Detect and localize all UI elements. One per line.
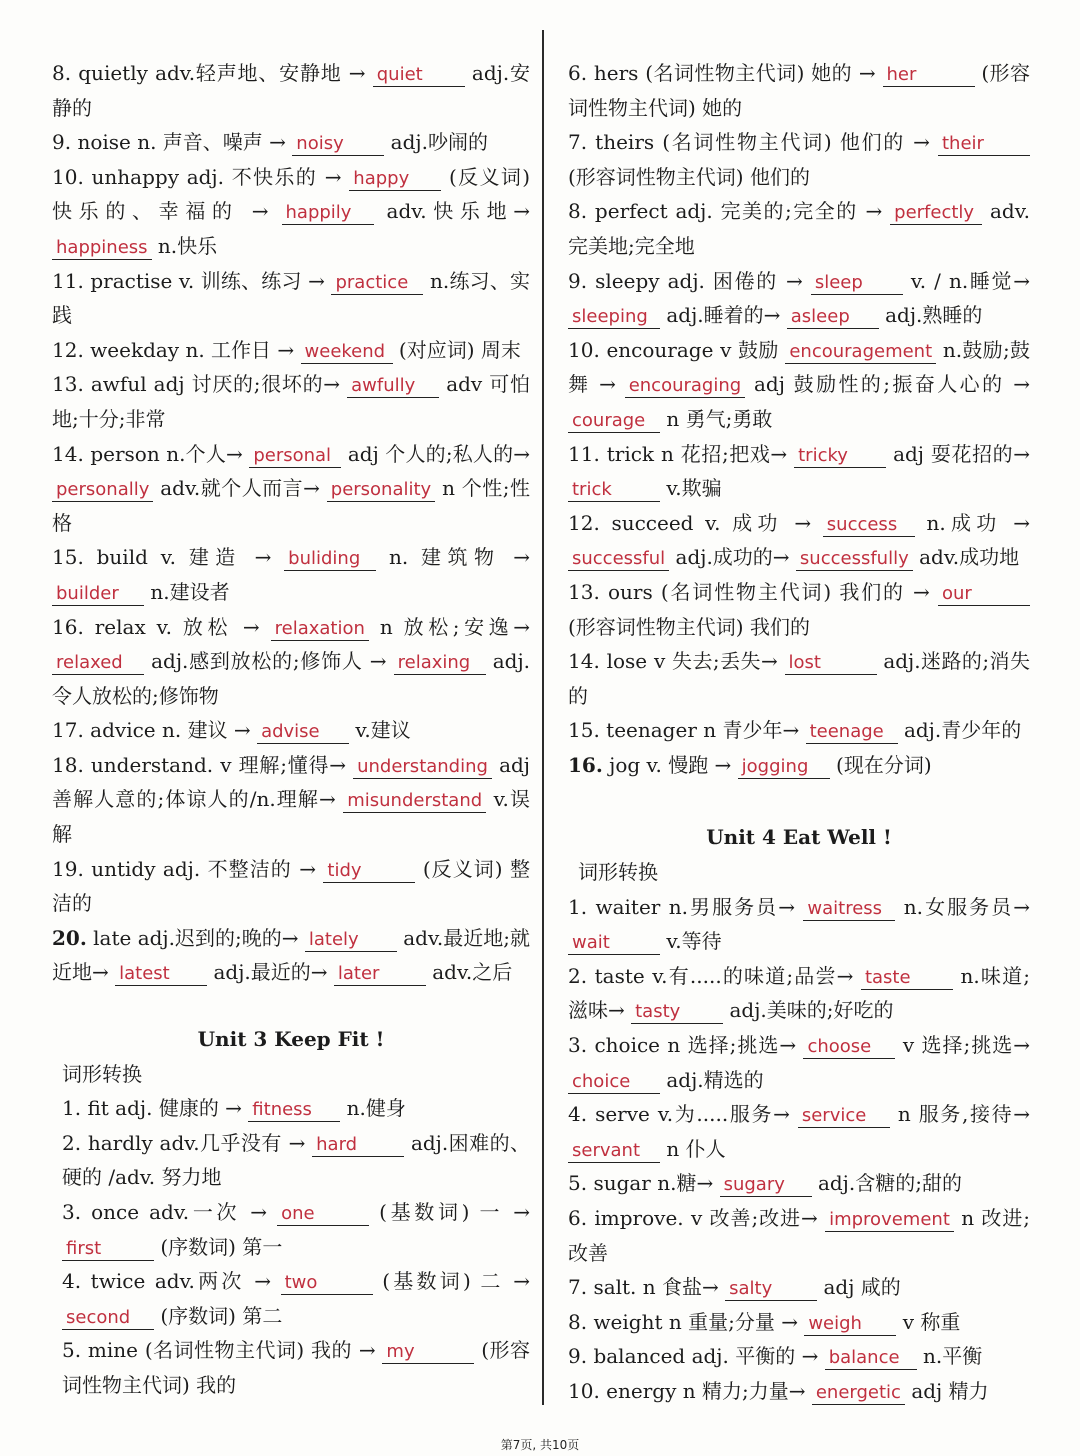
entry-text: adj 咸的 bbox=[823, 1275, 901, 1300]
entry-text: n 服务,接待→ bbox=[897, 1102, 1031, 1127]
unit3-title: Unit 3 Keep Fit ! bbox=[197, 1027, 385, 1052]
vocab-entry bbox=[568, 1305, 1030, 1340]
entry-text: 18. understand. v 理解;懂得→ bbox=[52, 752, 346, 777]
answer-blank: lately bbox=[305, 929, 397, 952]
answer-blank: wait bbox=[568, 932, 660, 955]
entry-text: adv.成功地 bbox=[919, 545, 1020, 570]
answer-blank: courage bbox=[568, 410, 660, 433]
answer-blank: success bbox=[823, 514, 915, 537]
vocab-entry bbox=[568, 506, 1030, 575]
entry-text: adj 精力 bbox=[911, 1378, 989, 1403]
answer-blank: fitness bbox=[248, 1099, 340, 1122]
entry-text: (序数词) 第二 bbox=[160, 1303, 283, 1328]
answer-blank: lost bbox=[785, 652, 877, 675]
entry-text: v. / n.睡觉→ bbox=[910, 268, 1031, 293]
entry-text: adj.迷路的;消失的 bbox=[568, 649, 1030, 708]
entry-text: 11. trick n 花招;把戏→ bbox=[568, 441, 788, 466]
vocab-entry bbox=[52, 852, 530, 921]
entry-text: adj 善解人意的;体谅人的/n.理解→ bbox=[52, 752, 531, 812]
entry-text: 6. improve. v 改善;改进→ bbox=[568, 1206, 818, 1230]
answer-blank: our bbox=[938, 583, 1030, 606]
entry-text: adj.睡着的→ bbox=[666, 303, 781, 328]
entry-text: 13. ours (名词性物主代词) 我们的 → bbox=[568, 579, 930, 604]
unit4-entry-list bbox=[568, 890, 1030, 1409]
vocab-entry bbox=[568, 1166, 1030, 1201]
answer-blank: second bbox=[62, 1307, 154, 1330]
vocab-entry bbox=[62, 1126, 530, 1195]
entry-text: 10. energy n 精力;力量→ bbox=[568, 1378, 806, 1403]
right-entry-list bbox=[568, 56, 1030, 782]
entry-text: (反义词) 整洁的 bbox=[52, 856, 531, 916]
vocab-entry bbox=[568, 1201, 1030, 1270]
entry-text: n.健身 bbox=[346, 1096, 406, 1121]
answer-blank: awfully bbox=[347, 375, 439, 398]
entry-text: adj 耍花招的→ bbox=[893, 441, 1030, 466]
answer-blank: jogging bbox=[738, 756, 830, 779]
vocab-entry bbox=[568, 748, 1030, 783]
entry-text: 14. lose v 失去;丢失→ bbox=[568, 649, 778, 674]
entry-text: 11. practise v. 训练、练习 → bbox=[52, 268, 325, 293]
entry-text: adj.困难的、硬的 /adv. 努力地 bbox=[62, 1130, 531, 1190]
entry-text: 1. fit adj. 健康的 → bbox=[62, 1096, 242, 1121]
answer-blank: sleep bbox=[811, 272, 903, 295]
vocab-entry bbox=[52, 713, 530, 748]
entry-text: n.味道;滋味→ bbox=[568, 963, 1031, 1023]
entry-text: v.欺骗 bbox=[666, 476, 722, 501]
entry-text: jog v. 慢跑 → bbox=[602, 752, 732, 777]
column-divider bbox=[542, 30, 544, 1405]
answer-blank: noisy bbox=[292, 133, 384, 156]
entry-text: n 仆人 bbox=[666, 1136, 726, 1161]
vocab-entry bbox=[568, 1374, 1030, 1409]
unit3-subtitle: 词形转换 bbox=[62, 1061, 142, 1086]
vocab-entry bbox=[52, 160, 530, 264]
vocab-entry bbox=[568, 959, 1030, 1028]
answer-blank: waitress bbox=[803, 898, 895, 921]
entry-text: 2. hardly adv.几乎没有 → bbox=[62, 1130, 306, 1155]
vocab-entry bbox=[52, 437, 530, 541]
answer-blank: quiet bbox=[373, 64, 465, 87]
vocab-entry bbox=[568, 890, 1030, 959]
unit4-title: Unit 4 Eat Well ! bbox=[706, 825, 892, 850]
answer-blank: choose bbox=[803, 1036, 895, 1059]
entry-text: n.练习、实践 bbox=[52, 268, 530, 328]
entry-number: 16. bbox=[568, 752, 603, 777]
answer-blank: weigh bbox=[804, 1313, 896, 1336]
entry-text: 4. serve v.为.....服务→ bbox=[568, 1102, 790, 1127]
answer-blank: practice bbox=[331, 272, 423, 295]
entry-text: adj 鼓励性的;振奋人心的 → bbox=[753, 372, 1030, 397]
vocab-entry bbox=[62, 1333, 530, 1402]
entry-text: 13. awful adj 讨厌的;很坏的→ bbox=[52, 372, 341, 397]
entry-text: (现在分词) bbox=[836, 752, 932, 777]
entry-text: v.误解 bbox=[52, 787, 531, 847]
entry-text: 8. weight n 重量;分量 → bbox=[568, 1309, 798, 1334]
answer-blank: misunderstand bbox=[343, 790, 486, 813]
answer-blank: first bbox=[62, 1238, 154, 1261]
entry-text: adv.最近地;就近地→ bbox=[52, 925, 530, 985]
entry-text: 14. person n.个人→ bbox=[52, 441, 243, 466]
entry-text: 7. theirs (名词性物主代词) 他们的 → bbox=[568, 130, 930, 155]
entry-text: 15. teenager n 青少年→ bbox=[568, 718, 800, 743]
entry-text: adj 个人的;私人的→ bbox=[347, 441, 531, 466]
entry-text: adj.安静的 bbox=[52, 61, 531, 120]
entry-text: 12. weekday n. 工作日 → bbox=[52, 337, 295, 362]
vocab-entry bbox=[568, 125, 1030, 194]
vocab-entry bbox=[62, 1091, 530, 1126]
entry-text: adv.之后 bbox=[432, 960, 513, 985]
entry-text: adv 可怕地;十分;非常 bbox=[52, 372, 530, 431]
answer-blank: trick bbox=[568, 479, 660, 502]
answer-blank: sleeping bbox=[568, 306, 660, 329]
answer-blank: personally bbox=[52, 479, 153, 502]
answer-blank: weekend bbox=[301, 341, 393, 364]
entry-text: adj.美味的;好吃的 bbox=[729, 998, 894, 1023]
vocab-entry bbox=[62, 1264, 530, 1333]
answer-blank: balance bbox=[825, 1347, 917, 1370]
vocab-entry bbox=[52, 540, 530, 609]
entry-text: n.建设者 bbox=[150, 579, 230, 604]
answer-blank: two bbox=[281, 1272, 373, 1295]
answer-blank: successfully bbox=[796, 548, 913, 571]
entry-text: v 称重 bbox=[902, 1309, 961, 1334]
answer-blank: latest bbox=[115, 963, 207, 986]
vocab-entry bbox=[52, 125, 530, 160]
vocab-entry bbox=[52, 264, 530, 333]
vocab-entry bbox=[52, 610, 530, 714]
answer-blank: tricky bbox=[794, 445, 886, 468]
entry-text: 9. noise n. 声音、噪声 → bbox=[52, 130, 286, 155]
entry-text: (序数词) 第一 bbox=[160, 1234, 283, 1259]
vocab-entry bbox=[568, 1028, 1030, 1097]
answer-blank: tidy bbox=[323, 860, 415, 883]
answer-blank: perfectly bbox=[890, 202, 982, 225]
entry-text: n.快乐 bbox=[157, 233, 218, 258]
answer-blank: happy bbox=[349, 168, 441, 191]
answer-blank: my bbox=[382, 1341, 474, 1364]
entry-text: 4. twice adv.两次 → bbox=[62, 1269, 271, 1294]
answer-blank: buliding bbox=[284, 548, 376, 571]
entry-text: v 选择;挑选→ bbox=[902, 1033, 1030, 1058]
answer-blank: her bbox=[883, 64, 975, 87]
vocab-entry bbox=[52, 333, 530, 368]
answer-blank: service bbox=[798, 1105, 890, 1128]
vocab-entry bbox=[52, 367, 530, 436]
entry-text: n 个性;性格 bbox=[52, 476, 530, 535]
entry-text: 10. unhappy adj. 不快乐的 → bbox=[52, 164, 342, 189]
vocab-entry bbox=[568, 437, 1030, 506]
entry-text: late adj.迟到的;晚的→ bbox=[86, 925, 299, 950]
entry-text: (对应词) 周末 bbox=[398, 337, 521, 362]
answer-blank: sugary bbox=[720, 1174, 812, 1197]
entry-text: adv. 完美地;完全地 bbox=[568, 199, 1030, 258]
answer-blank: choice bbox=[568, 1071, 660, 1094]
vocab-entry bbox=[62, 1195, 530, 1264]
entry-text: adj.吵闹的 bbox=[390, 130, 488, 155]
answer-blank: relaxed bbox=[52, 652, 144, 675]
vocab-entry bbox=[568, 194, 1030, 263]
entry-text: n 勇气;勇敢 bbox=[666, 406, 773, 431]
right-column bbox=[568, 56, 1030, 1409]
entry-text: 6. hers (名词性物主代词) 她的 → bbox=[568, 61, 876, 85]
entry-text: n. 建筑物 → bbox=[388, 545, 531, 570]
entry-text: (形容词性物主代词) 我的 bbox=[62, 1338, 531, 1397]
answer-blank: relaxing bbox=[394, 652, 486, 675]
entry-text: 8. quietly adv.轻声地、安静地 → bbox=[52, 61, 366, 85]
answer-blank: tasty bbox=[631, 1001, 723, 1024]
entry-text: n.成功 → bbox=[926, 510, 1031, 535]
entry-number: 20. bbox=[52, 925, 87, 950]
left-column bbox=[52, 56, 530, 1403]
page-footer: 第7页, 共10页 bbox=[500, 1438, 580, 1452]
answer-blank: taste bbox=[861, 967, 953, 990]
vocab-entry bbox=[568, 1097, 1030, 1166]
entry-text: 1. waiter n.男服务员→ bbox=[568, 894, 795, 919]
entry-text: 7. salt. n 食盐→ bbox=[568, 1275, 719, 1300]
entry-text: (形容词性物主代词) 他们的 bbox=[568, 164, 810, 189]
answer-blank: salty bbox=[725, 1278, 817, 1301]
entry-text: adj.含糖的;甜的 bbox=[817, 1171, 962, 1196]
entry-text: (形容词性物主代词) 她的 bbox=[568, 61, 1031, 120]
entry-text: 3. once adv.一次 → bbox=[62, 1200, 268, 1224]
left-entry-list bbox=[52, 56, 530, 990]
entry-text: 12. succeed v. 成功 → bbox=[568, 510, 812, 535]
entry-text: (基数词) 二 → bbox=[382, 1269, 531, 1294]
entry-text: adj.熟睡的 bbox=[885, 303, 983, 328]
answer-blank: understanding bbox=[353, 756, 492, 779]
entry-text: 9. sleepy adj. 困倦的 → bbox=[568, 268, 803, 293]
entry-text: n.女服务员→ bbox=[903, 894, 1031, 919]
entry-text: 16. relax v. 放松 → bbox=[52, 614, 260, 639]
vocab-entry bbox=[568, 575, 1030, 644]
entry-text: n.平衡 bbox=[923, 1344, 983, 1369]
entry-text: adj.青少年的 bbox=[903, 718, 1022, 743]
vocab-entry bbox=[568, 56, 1030, 125]
vocab-entry bbox=[52, 921, 530, 990]
entry-text: 19. untidy adj. 不整洁的 → bbox=[52, 856, 316, 881]
answer-blank: teenage bbox=[806, 721, 898, 744]
entry-text: v.等待 bbox=[666, 929, 722, 954]
answer-blank: energetic bbox=[812, 1382, 905, 1405]
answer-blank: personal bbox=[249, 445, 341, 468]
vocab-entry bbox=[568, 1339, 1030, 1374]
entry-text: n.鼓励;鼓舞 → bbox=[568, 337, 1031, 397]
answer-blank: one bbox=[277, 1203, 369, 1226]
answer-blank: improvement bbox=[825, 1209, 954, 1232]
vocab-entry bbox=[568, 333, 1030, 437]
entry-text: adv.就个人而言→ bbox=[160, 476, 320, 501]
answer-blank: advise bbox=[257, 721, 349, 744]
answer-blank: builder bbox=[52, 583, 144, 606]
vocab-entry bbox=[568, 1270, 1030, 1305]
entry-text: (反义词) 快乐的、幸福的 → bbox=[52, 164, 531, 224]
vocab-entry bbox=[52, 748, 530, 852]
entry-text: adj.感到放松的;修饰人 → bbox=[151, 649, 387, 674]
answer-blank: encouragement bbox=[785, 341, 936, 364]
entry-text: n 改进;改善 bbox=[568, 1206, 1031, 1265]
answer-blank: servant bbox=[568, 1140, 660, 1163]
entry-text: 5. mine (名词性物主代词) 我的 → bbox=[62, 1338, 376, 1363]
entry-text: adj.令人放松的;修饰物 bbox=[52, 649, 531, 708]
unit3-entry-list bbox=[52, 1091, 530, 1402]
answer-blank: asleep bbox=[787, 306, 879, 329]
vocab-entry bbox=[568, 264, 1030, 333]
vocab-entry bbox=[568, 644, 1030, 713]
entry-text: n 放松;安逸→ bbox=[379, 614, 531, 639]
answer-blank: later bbox=[334, 963, 426, 986]
unit4-subtitle: 词形转换 bbox=[578, 860, 658, 885]
answer-blank: hard bbox=[312, 1134, 404, 1157]
entry-text: adj.成功的→ bbox=[675, 545, 790, 570]
entry-text: 9. balanced adj. 平衡的 → bbox=[568, 1344, 819, 1369]
entry-text: (基数词) 一 → bbox=[379, 1200, 530, 1224]
vocab-entry bbox=[568, 713, 1030, 748]
entry-text: 3. choice n 选择;挑选→ bbox=[568, 1033, 797, 1058]
answer-blank: their bbox=[938, 133, 1030, 156]
entry-text: 8. perfect adj. 完美的;完全的 → bbox=[568, 199, 883, 224]
entry-text: 17. advice n. 建议 → bbox=[52, 718, 251, 743]
entry-text: 15. build v. 建造 → bbox=[52, 545, 272, 570]
entry-text: adv.快乐地→ bbox=[386, 199, 530, 224]
entry-text: adj.精选的 bbox=[666, 1067, 764, 1092]
answer-blank: encouraging bbox=[625, 375, 746, 398]
entry-text: v.建议 bbox=[355, 718, 411, 743]
entry-text: adj.最近的→ bbox=[213, 960, 328, 985]
vocab-entry bbox=[52, 56, 530, 125]
answer-blank: successful bbox=[568, 548, 669, 571]
entry-text: 5. sugar n.糖→ bbox=[568, 1171, 714, 1196]
entry-text: 10. encourage v 鼓励 bbox=[568, 337, 779, 362]
entry-text: 2. taste v.有.....的味道;品尝→ bbox=[568, 963, 854, 988]
entry-text: (形容词性物主代词) 我们的 bbox=[568, 614, 810, 639]
answer-blank: relaxation bbox=[271, 618, 369, 641]
answer-blank: happily bbox=[282, 202, 374, 225]
answer-blank: happiness bbox=[52, 237, 152, 260]
answer-blank: personality bbox=[327, 479, 435, 502]
